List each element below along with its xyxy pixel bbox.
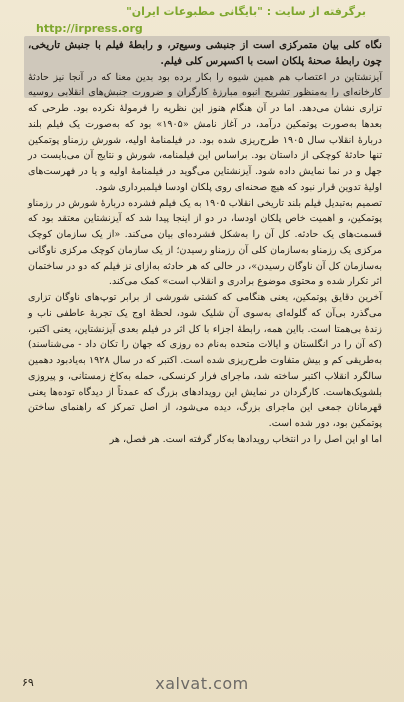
footer-watermark: xalvat.com [155, 674, 249, 693]
paragraph-1-bold-lead: نگاه کلی بیان متمرکزی است از جنبشی وسیع‌تر، و رابطهٔ فیلم با جنبش تاریخی، چون رابطهٔ صحنهٔ پلکان است با اکسپرس کلی فیلم. [28, 39, 382, 67]
watermark-url: http://irpress.org [36, 22, 143, 35]
paragraph-4-text: آخرین دقایق پوتمکین، یعنی هنگامی که کشتی شورشی از برابر توپ‌های ناوگان تزاری می‌گذرد بی‌آن که گلوله‌ای به‌سوی آن شلیک شود، لحظهٔ اوج یک تجربهٔ عاطفی ناب و زندهٔ بی‌همتا است. بااین همه، رابطهٔ اجزاء با کل اثر در فیلم بعدی آیزنشتاین، یعنی اکتبر، (که آن را در انگلستان و ایالات متحده به‌نام ده روزی که جهان را تکان داد - می‌شناسند) به‌طریقی کم و بیش متفاوت طرح‌ریزی شده است. اکتبر که در سال ۱۹۲۸ به‌یادبود دهمین سالگرد انقلاب اکتبر ساخته شد، ماجرای فرار کرنسکی، حمله به‌کاخ زمستانی، و پیروزی بلشویک‌هاست. کارگردان در نمایش این رویدادهای بزرگ که عمدتاً از دیدگاه توده‌ها یعنی قهرمانان جمعی این ماجرای بزرگ، دیده می‌شود، از اصل تمرکز که راهنمای ساختن پوتمکین بود، دور شده است. [28, 292, 382, 429]
paragraph-4 [28, 290, 382, 432]
paragraph-2-text: آیزنشتاین در اعتصاب هم همین شیوه را بکار برده بود بدین معنا که در آنجا نیز حادثهٔ کارخانه‌ای را به‌منظور تشریح انبوه مبارزهٔ کارگران و ضرورت جنبش‌های انقلابی روسیه تزاری نشان می‌دهد. اما در آن هنگام هنوز این نظریه را فرمولهٔ نکرده بود. طرحی که بعدها به‌صورت پوتمکین درآمد، در آغاز نامش «۱۹۰۵» بود که به‌صورت یک فیلم بلند دربارهٔ انقلاب سال ۱۹۰۵ طرح‌ریزی شده بود. در فیلمنامهٔ اولیه، شورش رزمناو پوتمکین تنها حادثهٔ کوچکی از داستان بود. براساس این فیلمنامه، شورش و نتایج آن می‌بایست در جهل و در نما نمایش داده شود. آیزنشتاین می‌گوید در فیلمنامهٔ اولیه و یا در فهرست‌های اولیهٔ تدوین قرار نبود که هیچ صحنه‌ای روی پلکان اودسا فیلمبرداری شود. [28, 71, 382, 193]
paragraph-2 [28, 70, 382, 196]
paragraph-5 [28, 432, 382, 448]
paragraph-5-text: اما او این اصل را در انتخاب رویدادها به‌کار گرفته است. هر فصل، هر [109, 433, 382, 445]
page-number: ۶۹ [22, 676, 34, 689]
paragraph-3-text: تصمیم به‌تبدیل فیلم بلند تاریخی انقلاب ۱۹۰۵ به یک فیلم فشرده دربارهٔ شورش در رزمناو پوتمکین، و اهمیت خاص پلکان اودسا، در دو از اینجا پیدا شد که آیزنشتاین معتقد بود که قسمت‌های یک حادثه. کل آن را به‌شکل فشرده‌ای بیان می‌کند. «از یک سازمان کوچک مرکزی یک رزمناو به‌سازمان کلی آن رزمناو رسیدن؛ از یک سازمان کوچک مرکزی ناوگانی به‌سازمان کل آن ناوگان رسیدن»، در حالی که هر حادثه به‌ازای نز فیلم که دو در ساختمان اثر تکرار شده و محتوی موضوع برادری و انقلاب است» کمک می‌کند. [28, 197, 382, 288]
watermark-source-line: برگرفته از سایت : "بایگانی مطبوعات ایران" [126, 5, 366, 18]
page-body-text [28, 38, 382, 448]
paragraph-3 [28, 196, 382, 291]
paragraph-1 [28, 38, 382, 70]
